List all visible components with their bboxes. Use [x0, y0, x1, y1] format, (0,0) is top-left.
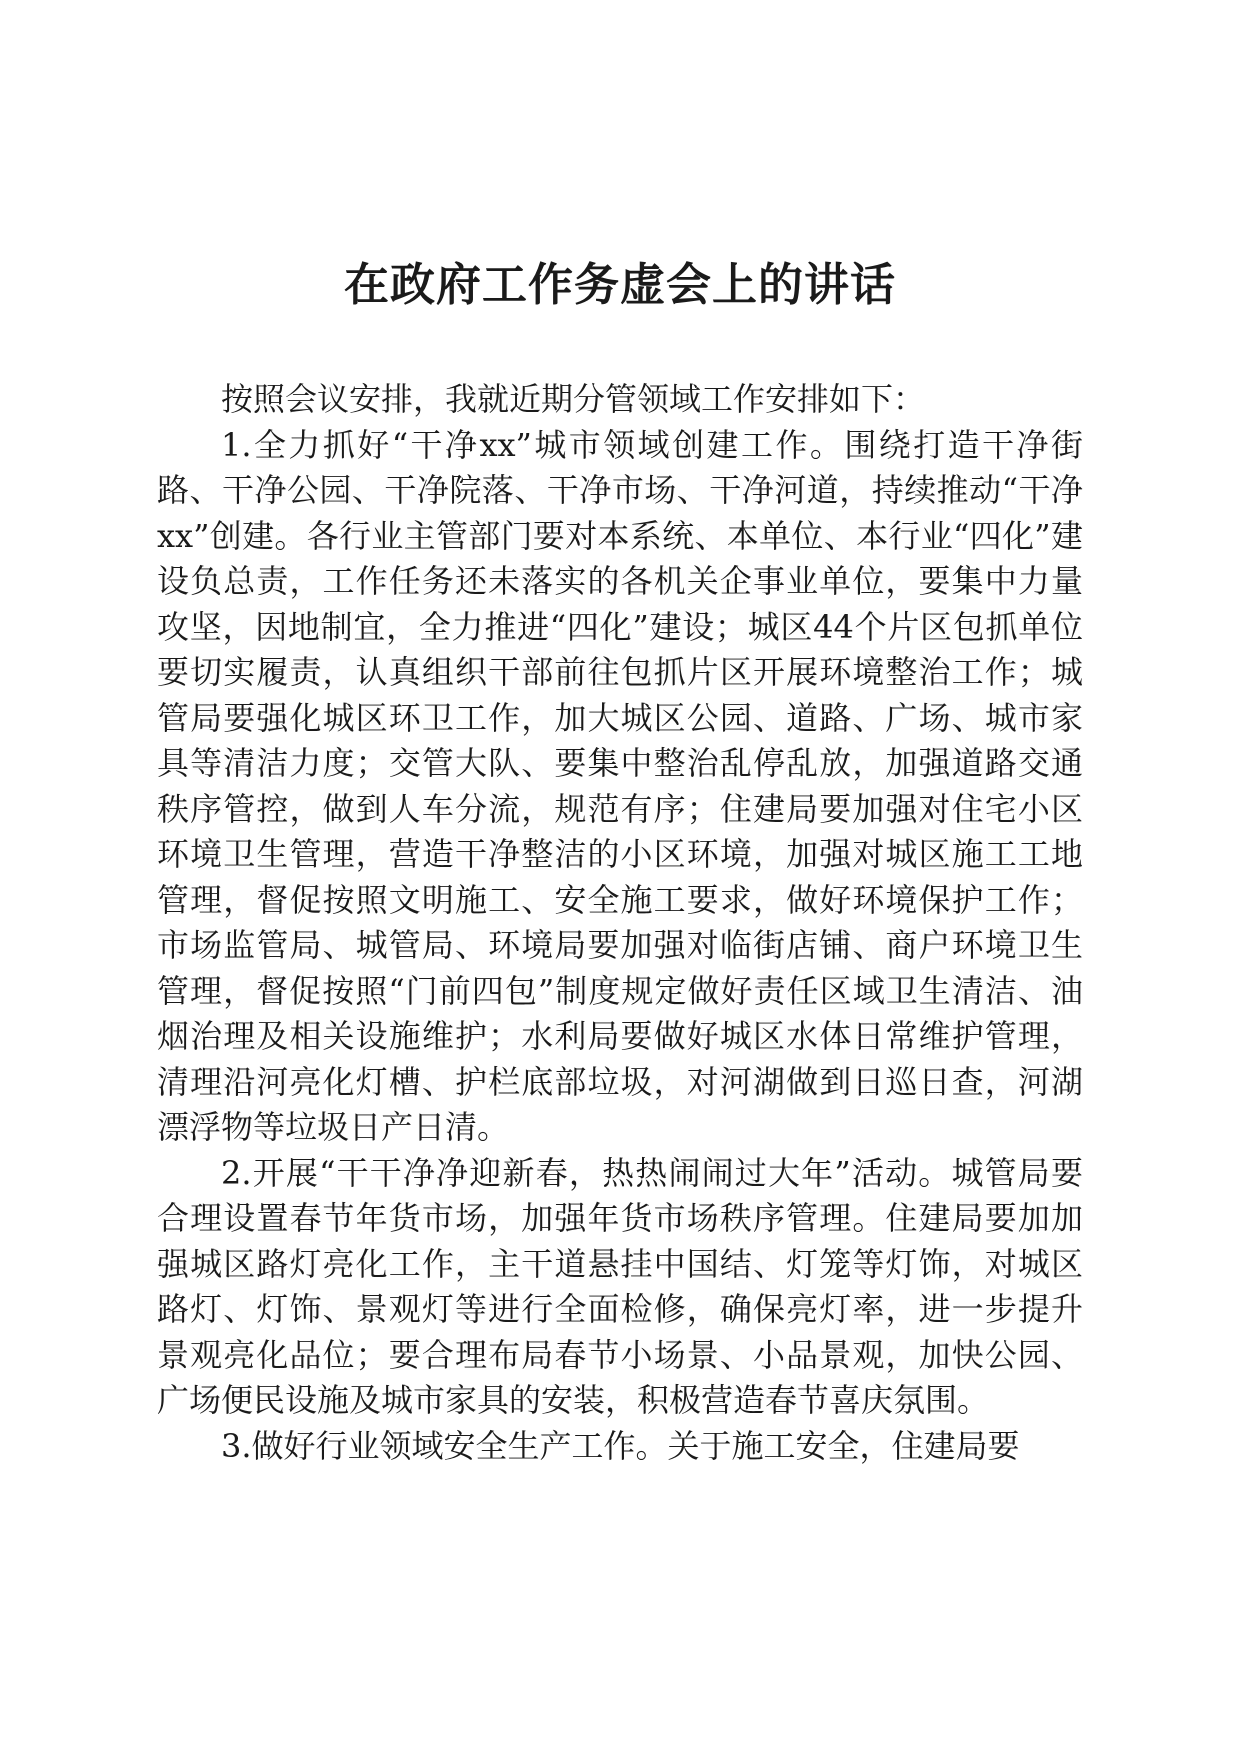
page-title: 在政府工作务虚会上的讲话 [343, 258, 896, 311]
paragraph-intro: 按照会议安排，我就近期分管领域工作安排如下： [221, 380, 926, 418]
paragraph-item-1: 1.全力抓好“干净xx”城市领域创建工作。围绕打造干净街路、干净公园、干净院落、干净市场、干净河道，持续推动“干净xx”创建。各行业主管部门要对本系统、本单位、本行业“四化”建设负总责，工作任务还未落实的各机关企事业单位，要集中力量攻坚，因地制宜，全力推进“四化”建设；城区44个片区包抓单位要切实履责，认真组织干部前往包抓片区开展环境整治工作；城管局要强化城区环卫工作，加大城区公园、道路、广场、城市家具等清洁力度；交管大队、要集中整治乱停乱放，加强道路交通秩序管控，做到人车分流，规范有序；住建局要加强对住宅小区环境卫生管理，营造干净整洁的小区环境，加强对城区施工工地管理，督促按照文明施工、安全施工要求，做好环境保护工作；市场监管局、城管局、环境局要加强对临街店铺、商户环境卫生管理，督促按照“门前四包”制度规定做好责任区域卫生清洁、油烟治理及相关设施维护；水利局要做好城区水体日常维护管理，清理沿河亮化灯槽、护栏底部垃圾，对河湖做到日巡日查，河湖漂浮物等垃圾日产日清。 [157, 425, 1083, 1146]
paragraph-item-3: 3.做好行业领域安全生产工作。关于施工安全，住建局要 [221, 1426, 1020, 1465]
paragraph-item-2: 2.开展“干干净净迎新春，热热闹闹过大年”活动。城管局要合理设置春节年货市场，加强年货市场秩序管理。住建局要加加强城区路灯亮化工作，主干道悬挂中国结、灯笼等灯饰，对城区路灯、灯饰、景观灯等进行全面检修，确保亮灯率，进一步提升景观亮化品位；要合理布局春节小场景、小品景观，加快公园、广场便民设施及城市家具的安装，积极营造春节喜庆氛围。 [157, 1153, 1083, 1419]
document-body [157, 377, 1083, 1469]
